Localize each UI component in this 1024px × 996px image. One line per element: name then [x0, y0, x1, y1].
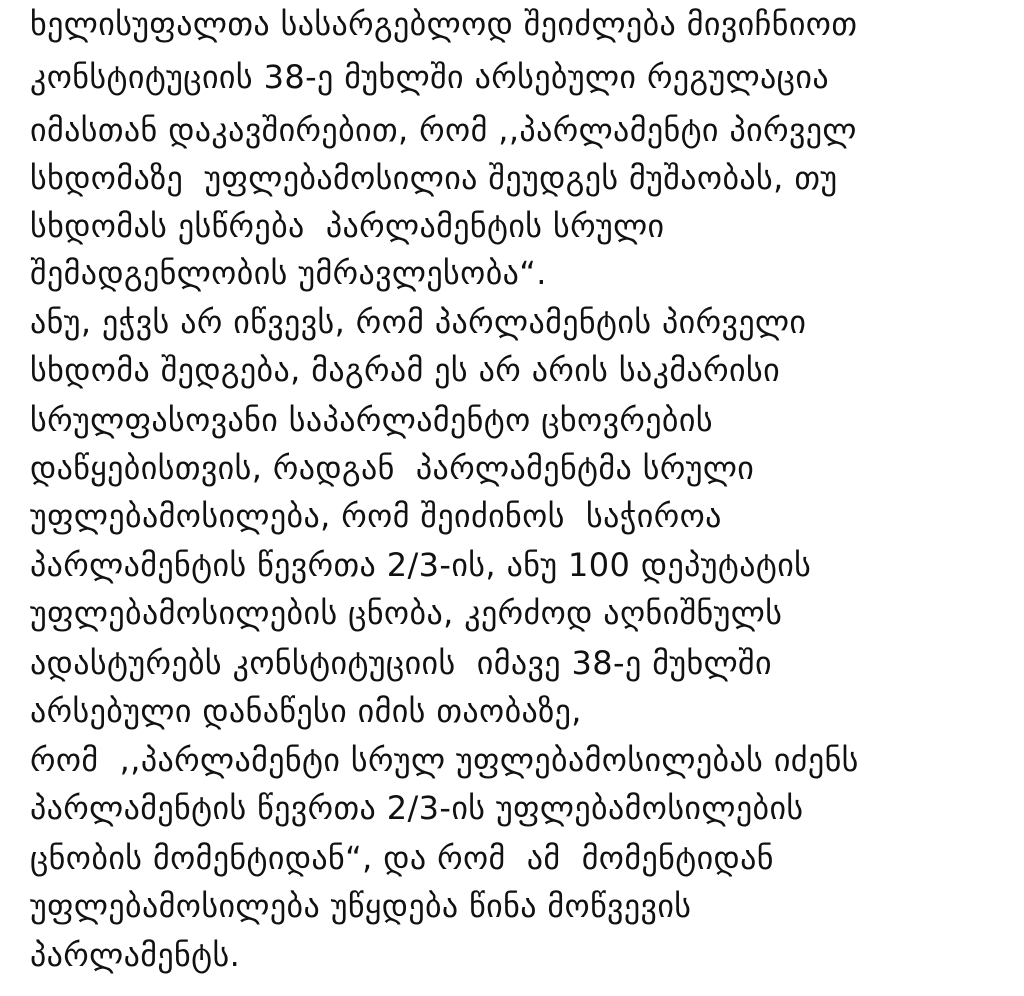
text-line-16: რომ ,,პარლამენტი სრულ უფლებამოსილებას იძენს: [30, 741, 859, 779]
text-line-10: დაწყებისთვის, რადგან პარლამენტმა სრული: [30, 449, 755, 487]
text-line-11: უფლებამოსილება, რომ შეიძინოს საჭიროა: [30, 497, 722, 535]
text-line-4: სხდომაზე უფლებამოსილია შეუდგეს მუშაობას, თუ: [30, 159, 838, 197]
text-line-7: ანუ, ეჭვს არ იწვევს, რომ პარლამენტის პირველი: [30, 303, 807, 341]
text-line-1: ხელისუფალთა სასარგებლოდ შეიძლება მივიჩნიოთ: [30, 5, 858, 43]
text-line-17: პარლამენტის წევრთა 2/3-ის უფლებამოსილების: [30, 789, 804, 827]
text-line-13: უფლებამოსილების ცნობა, კერძოდ აღნიშნულს: [30, 594, 783, 632]
text-line-14: ადასტურებს კონსტიტუციის იმავე 38-ე მუხლში: [30, 644, 772, 682]
text-line-18: ცნობის მომენტიდან“, და რომ ამ მომენტიდან: [30, 839, 774, 877]
text-line-19: უფლებამოსილება უწყდება წინა მოწვევის: [30, 887, 692, 925]
text-line-2: კონსტიტუციის 38-ე მუხლში არსებული რეგულაცია: [30, 58, 829, 96]
text-line-8: სხდომა შედგება, მაგრამ ეს არ არის საკმარისი: [30, 351, 781, 389]
text-line-15: არსებული დანაწესი იმის თაობაზე,: [30, 692, 582, 730]
text-line-3: იმასთან დაკავშირებით, რომ ,,პარლამენტი პირველ: [30, 111, 857, 149]
text-line-6: შემადგენლობის უმრავლესობა“.: [30, 254, 547, 292]
text-line-5: სხდომას ესწრება პარლამენტის სრული: [30, 207, 665, 245]
document-body: [30, 0, 1020, 996]
text-line-20: პარლამენტს.: [30, 936, 241, 974]
text-line-9: სრულფასოვანი საპარლამენტო ცხოვრების: [30, 401, 713, 439]
text-line-12: პარლამენტის წევრთა 2/3-ის, ანუ 100 დეპუტატის: [30, 546, 812, 584]
